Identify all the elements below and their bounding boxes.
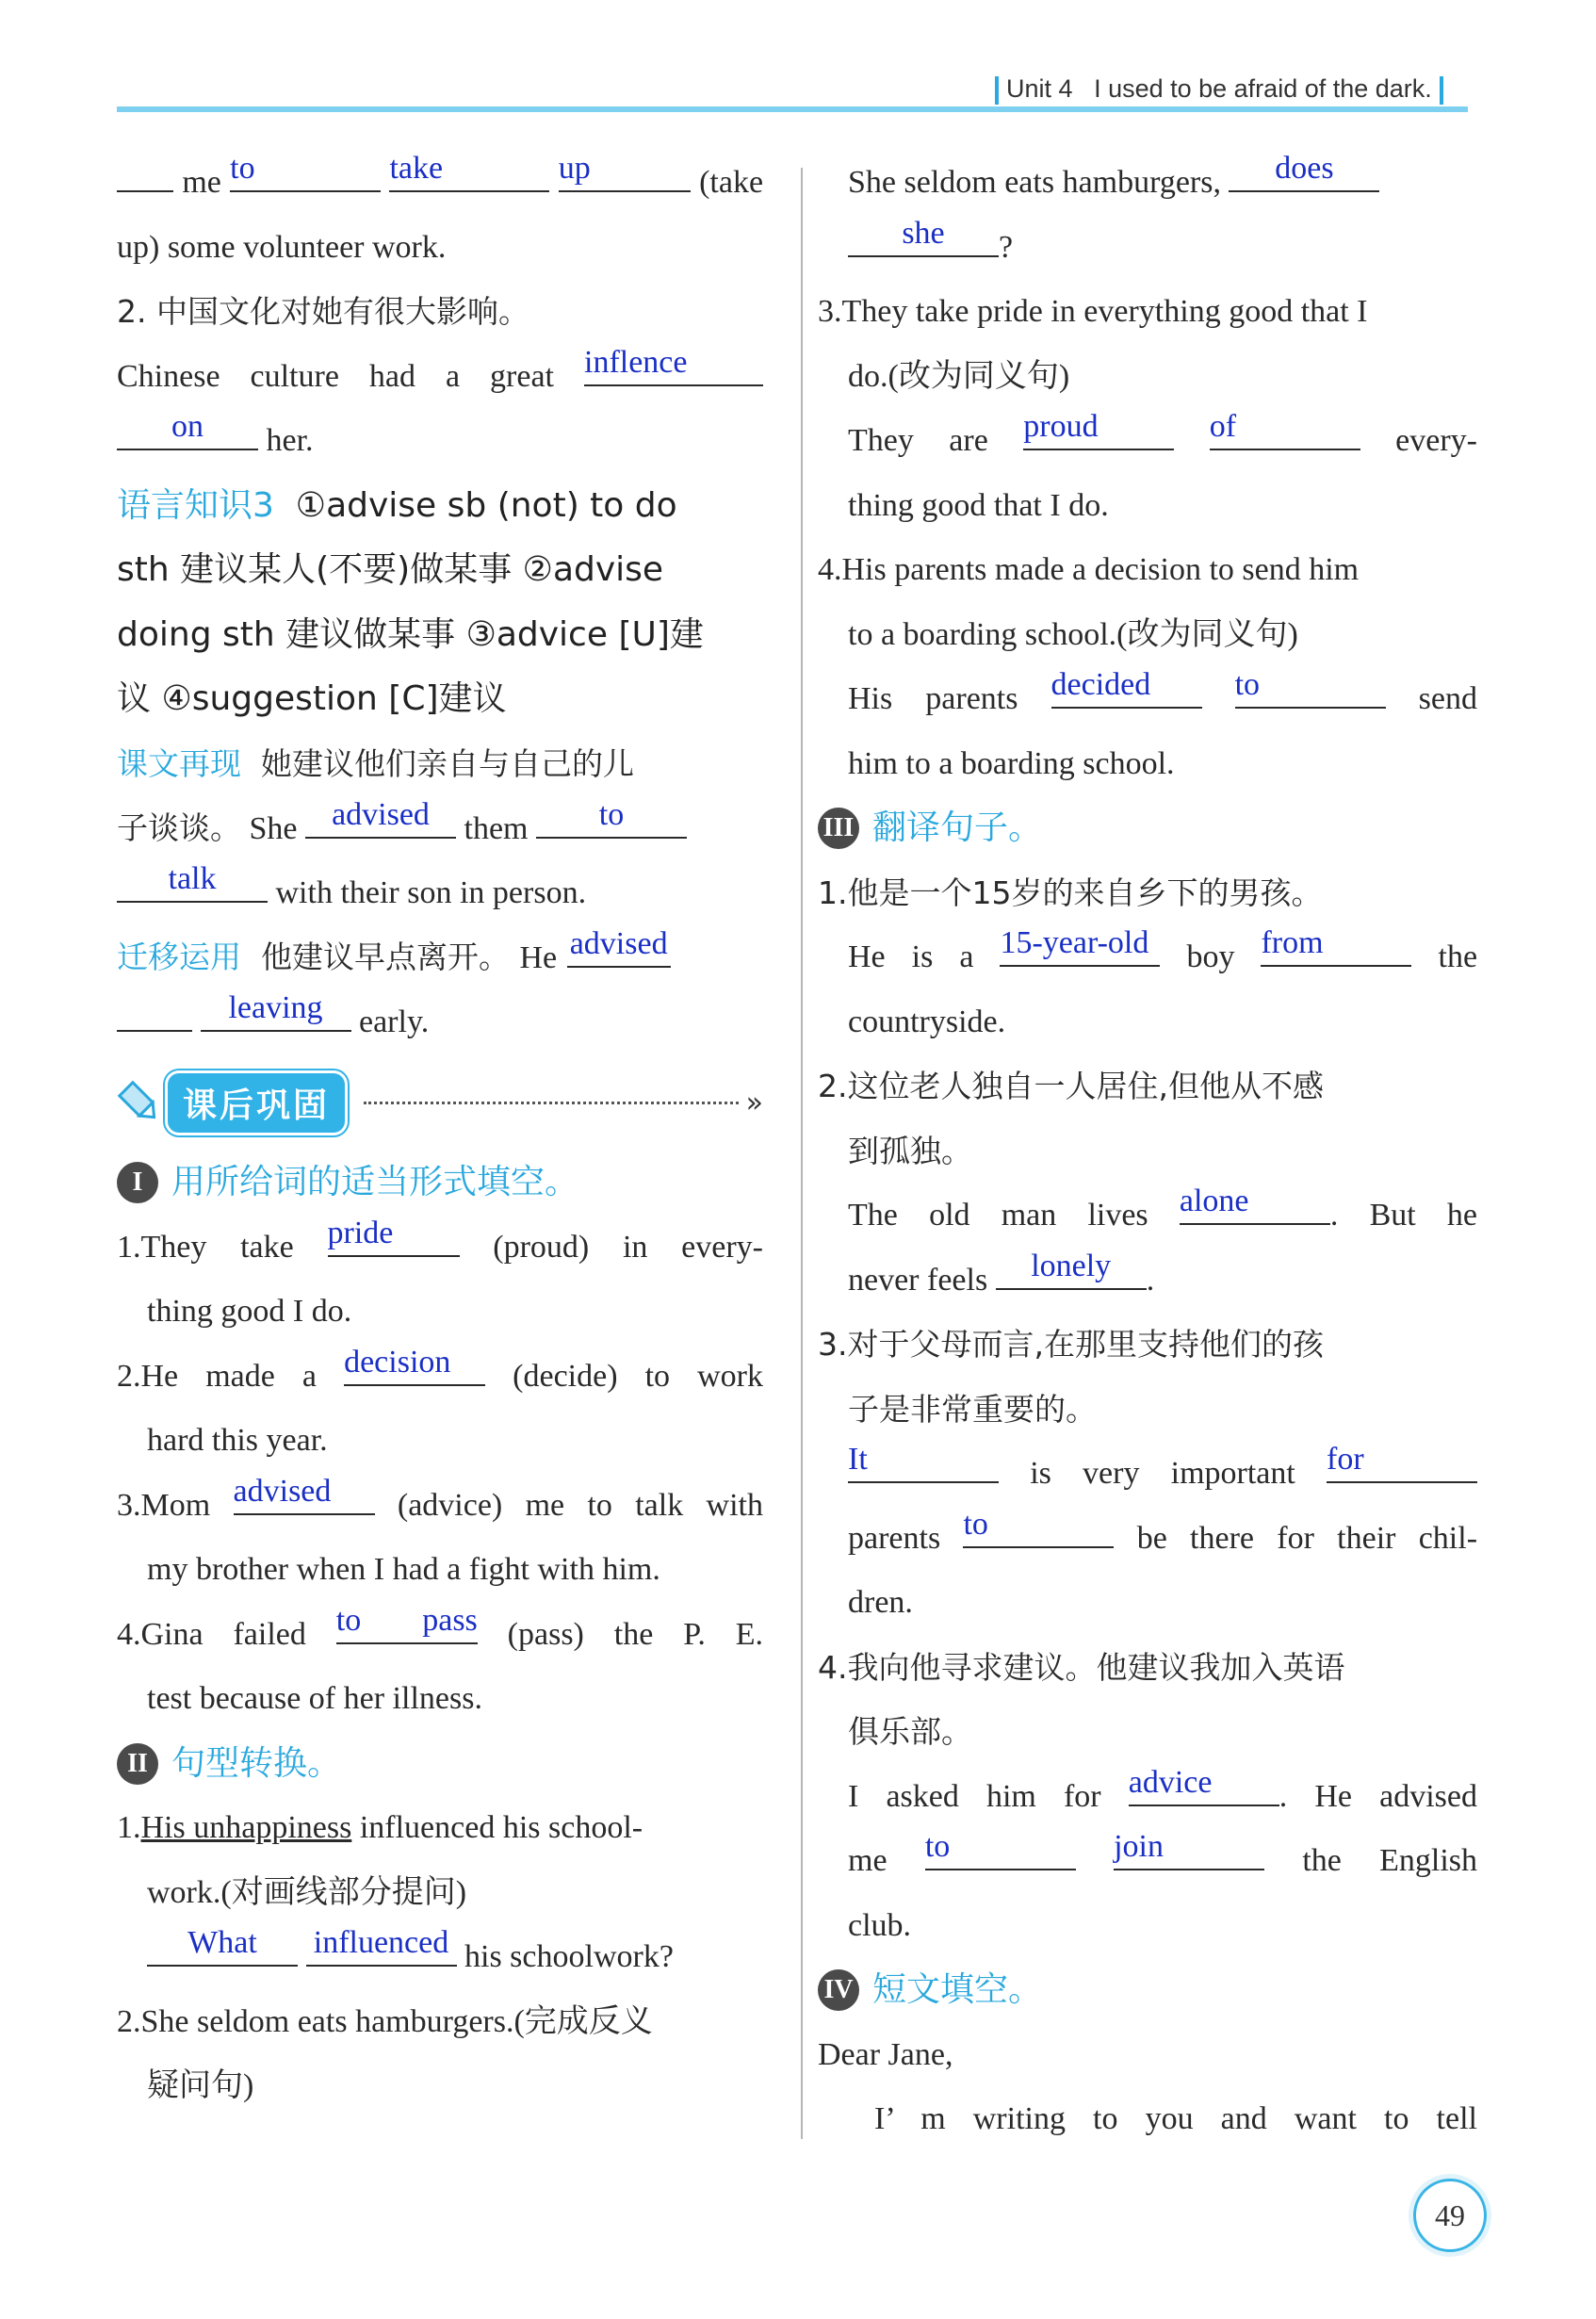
transfer-label: 迁移运用 (117, 939, 241, 975)
s3-q1-line-1: He is a 15-year-old boy from the (848, 925, 1478, 974)
left-column (117, 151, 763, 2119)
answer-blank[interactable]: to (1235, 667, 1386, 709)
right-column (818, 151, 1477, 2152)
answer-blank[interactable]: to pass (336, 1603, 478, 1644)
s3-q4-chinese-1: 4.我向他寻求建议。他建议我加入英语 (818, 1648, 1345, 1686)
answer-blank[interactable]: It (848, 1442, 999, 1483)
knowledge-point-line-3: doing sth 建议做某事 ③advice [U]建 (117, 614, 704, 654)
answer-blank[interactable]: for (1327, 1442, 1477, 1483)
roman-numeral-badge: IV (818, 1969, 859, 2011)
pencil-icon (107, 1070, 171, 1135)
q4-line-1: 4.His parents made a decision to send him (818, 552, 1360, 587)
answer-blank[interactable]: advice (1129, 1765, 1279, 1806)
unit-title: I used to be afraid of the dark. (1094, 74, 1432, 103)
question-2-line-2: on her. (117, 409, 763, 474)
text-recall-label: 课文再现 (117, 744, 241, 782)
answer-blank[interactable]: take (389, 151, 549, 192)
transfer-line-2: leaving early. (117, 990, 763, 1055)
answer-blank[interactable]: to (536, 797, 687, 839)
answer-blank[interactable]: inflence (584, 345, 763, 386)
s2-q1-line-2: work.(对画线部分提问) (147, 1874, 467, 1910)
after-class-title: 课后巩固 (168, 1073, 345, 1133)
answer-blank[interactable]: advised (234, 1474, 375, 1515)
knowledge-point-line-1: 语言知识3 ①advise sb (not) to do (117, 485, 677, 525)
answer-blank[interactable] (117, 990, 192, 1032)
answer-blank[interactable]: talk (117, 861, 268, 903)
transfer-line-1: 迁移运用 他建议早点离开。 He advised (117, 925, 763, 990)
answer-blank[interactable]: influenced (306, 1925, 457, 1967)
underlined-phrase: His unhappiness (140, 1810, 352, 1845)
answer-blank[interactable]: of (1210, 409, 1360, 450)
s3-q1-line-2: countryside. (848, 1004, 1006, 1039)
q3-line-3: They are proud of every- (848, 409, 1477, 458)
section-title: 翻译句子。 (872, 808, 1043, 847)
section-3-heading (818, 796, 1477, 861)
knowledge-point-line-2: sth 建议某人(不要)做某事 ②advise (117, 550, 664, 589)
after-class-banner (117, 1060, 763, 1145)
answer-blank[interactable]: advised (305, 797, 456, 839)
s2-q2-line-2: 疑问句) (147, 2068, 254, 2103)
s3-q3-chinese-1: 3.对于父母而言,在那里支持他们的孩 (818, 1326, 1324, 1363)
text-recall-line-3: talk with their son in person. (117, 861, 763, 926)
page-number: 49 (1413, 2179, 1487, 2252)
answer-blank[interactable]: proud (1023, 409, 1174, 450)
s1-q3-line-2: my brother when I had a fight with him. (147, 1552, 660, 1587)
left-line-1: me to take up (take (117, 151, 763, 216)
answer-blank[interactable]: 15-year-old (1000, 925, 1160, 967)
answer-blank[interactable]: pride (328, 1216, 460, 1257)
s1-q3-line-1: 3.Mom advised (advice) me to talk with (117, 1473, 764, 1523)
left-line-2: up) some volunteer work. (117, 229, 447, 265)
text-recall-line-2: 子谈谈。 She advised them to (117, 796, 763, 861)
q3-line-2: do.(改为同义句) (848, 358, 1070, 394)
answer-blank[interactable]: does (1229, 151, 1379, 192)
right-line-1: She seldom eats hamburgers, does (818, 151, 1477, 216)
section-1-heading (117, 1151, 763, 1216)
unit-label: Unit 4 (1006, 74, 1073, 103)
answer-blank[interactable]: she (848, 216, 999, 257)
answer-blank[interactable]: to (925, 1829, 1076, 1870)
column-divider (801, 168, 803, 2139)
letter-body-line-1: I’ m writing to you and want to tell (874, 2101, 1477, 2136)
s1-q4-line-2: test because of her illness. (147, 1681, 482, 1716)
q4-line-4: him to a boarding school. (848, 745, 1175, 781)
q3-line-1: 3.They take pride in everything good that I (818, 294, 1368, 329)
s2-q1-line-3: What influenced his schoolwork? (117, 1925, 763, 1990)
header-rule (117, 106, 1468, 112)
s3-q3-line-1: It is very important for (818, 1442, 1477, 1507)
q3-line-4: thing good that I do. (848, 487, 1109, 523)
answer-blank[interactable]: on (117, 409, 258, 450)
s3-q2-line-1: The old man lives alone . But he (848, 1184, 1477, 1233)
answer-blank[interactable]: alone (1180, 1184, 1330, 1225)
question-2-chinese: 2. 中国文化对她有很大影响。 (117, 293, 529, 330)
answer-blank[interactable]: up (559, 151, 691, 192)
roman-numeral-badge: III (818, 808, 859, 849)
section-title: 句型转换。 (171, 1743, 342, 1783)
section-4-heading (818, 1958, 1477, 2023)
answer-blank[interactable]: decided (1051, 667, 1202, 709)
section-2-heading (117, 1732, 763, 1797)
answer-blank[interactable]: advised (567, 926, 671, 968)
answer-blank[interactable]: decision (344, 1345, 485, 1386)
s1-q1-line-1: 1.They take pride (proud) in every- (117, 1215, 763, 1265)
s2-q2-line-1: 2.She seldom eats hamburgers.(完成反义 (117, 2003, 653, 2039)
s1-q1-line-2: thing good I do. (147, 1294, 352, 1329)
s1-q2-line-1: 2.He made a decision (decide) to work (117, 1344, 764, 1394)
answer-blank[interactable]: join (1114, 1829, 1264, 1870)
answer-blank[interactable]: from (1261, 925, 1411, 967)
roman-numeral-badge: I (117, 1162, 158, 1203)
section-title: 短文填空。 (872, 1970, 1043, 2009)
s3-q3-line-2: parents to be there for their chil- (848, 1506, 1478, 1556)
s3-q1-chinese: 1.他是一个15岁的来自乡下的男孩。 (818, 874, 1323, 911)
roman-numeral-badge: II (117, 1743, 158, 1785)
q4-line-3: His parents decided to send (848, 667, 1477, 716)
s3-q4-chinese-2: 俱乐部。 (848, 1713, 972, 1750)
s3-q4-line-1: I asked him for advice . He advised (848, 1764, 1477, 1814)
s3-q3-line-3: dren. (848, 1585, 913, 1620)
banner-dotted-line (364, 1102, 739, 1104)
answer-blank[interactable]: What (147, 1925, 298, 1967)
s3-q2-chinese-2: 到孤独。 (848, 1132, 972, 1169)
page-header (987, 70, 1468, 107)
q4-line-2: to a boarding school.(改为同义句) (848, 616, 1298, 652)
blank-prev[interactable] (117, 151, 173, 192)
s3-q2-chinese-1: 2.这位老人独自一人居住,但他从不感 (818, 1068, 1324, 1104)
knowledge-point-label: 语言知识3 (117, 485, 274, 525)
s3-q3-chinese-2: 子是非常重要的。 (848, 1390, 1097, 1428)
double-chevron-icon: » (745, 1086, 763, 1119)
answer-blank[interactable]: lonely (996, 1249, 1147, 1290)
knowledge-point-line-4: 议 ④suggestion [C]建议 (117, 679, 507, 718)
answer-blank[interactable]: leaving (201, 990, 351, 1032)
section-title: 用所给词的适当形式填空。 (171, 1163, 579, 1201)
s3-q4-line-2: me to join the English (848, 1829, 1478, 1878)
s1-q2-line-2: hard this year. (147, 1423, 328, 1458)
s1-q4-line-1: 4.Gina failed to pass (pass) the P. E. (117, 1602, 763, 1652)
answer-blank[interactable]: to (963, 1507, 1114, 1548)
right-line-2: she ? (818, 216, 1477, 281)
question-2-line-1: Chinese culture had a great inflence (117, 345, 763, 410)
answer-blank[interactable]: to (230, 151, 381, 192)
text-recall-line-1: 课文再现 她建议他们亲自与自己的儿 (117, 744, 634, 782)
s2-q1-line-1: 1.His unhappiness influenced his school- (117, 1810, 643, 1845)
letter-greeting: Dear Jane, (818, 2036, 953, 2072)
s3-q2-line-2: never feels lonely . (848, 1248, 1155, 1298)
s3-q4-line-3: club. (848, 1907, 912, 1943)
